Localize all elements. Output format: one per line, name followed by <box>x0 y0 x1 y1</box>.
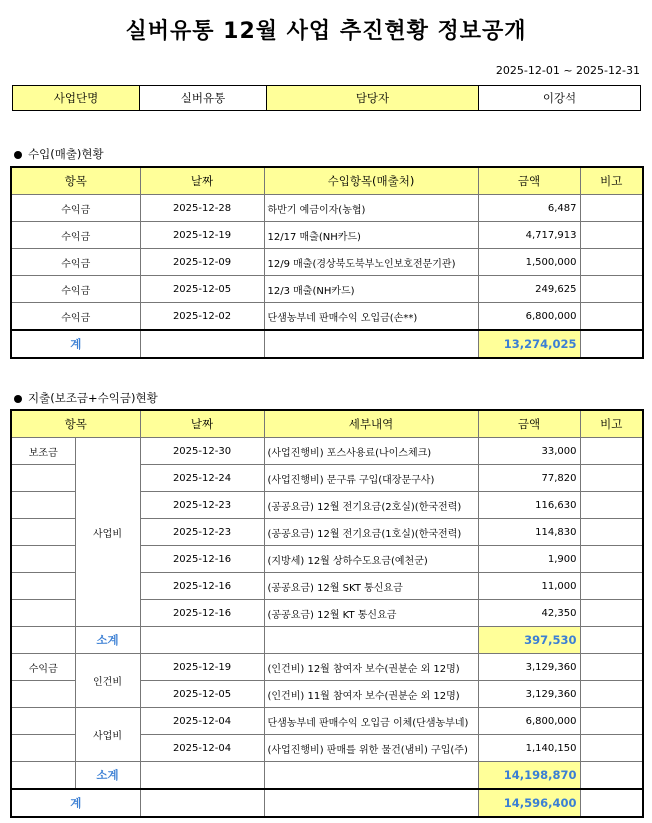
expense-total-row <box>11 789 643 817</box>
row-date: 2025-12-23 <box>140 519 264 546</box>
row-date: 2025-12-16 <box>140 546 264 573</box>
row-amount: 1,500,000 <box>478 249 580 276</box>
manager-value: 이강석 <box>479 86 641 111</box>
subtotal-row <box>11 762 643 790</box>
table-row <box>11 438 643 465</box>
income-total-row <box>11 330 643 358</box>
row-date: 2025-12-04 <box>140 708 264 735</box>
row-desc: (인건비) 11월 참여자 보수(권분순 외 12명) <box>264 681 478 708</box>
expense-total-value: 14,596,400 <box>478 789 580 817</box>
row-note <box>580 276 643 303</box>
row-date: 2025-12-09 <box>140 249 264 276</box>
row-amount: 3,129,360 <box>478 681 580 708</box>
subtotal-label: 소계 <box>75 627 140 654</box>
subtotal-value: 14,198,870 <box>478 762 580 790</box>
group-revenue-sub-labor: 인건비 <box>75 654 140 708</box>
row-amount: 42,350 <box>478 600 580 627</box>
row-date: 2025-12-28 <box>140 195 264 222</box>
table-row <box>11 303 643 331</box>
manager-label: 담당자 <box>267 86 479 111</box>
project-name-value: 실버유통 <box>140 86 267 111</box>
bullet-icon <box>14 395 22 403</box>
row-item: 수익금 <box>11 276 140 303</box>
income-header-desc: 수입항목(매출처) <box>264 167 478 195</box>
row-date: 2025-12-05 <box>140 681 264 708</box>
income-section-heading <box>14 146 104 162</box>
row-date: 2025-12-04 <box>140 735 264 762</box>
row-desc: (공공요금) 12월 KT 통신요금 <box>264 600 478 627</box>
income-section-title: 수입(매출)현황 <box>28 147 104 161</box>
project-info-table <box>12 85 641 111</box>
row-date: 2025-12-23 <box>140 492 264 519</box>
income-table <box>10 166 644 359</box>
row-desc: (사업진행비) 판매를 위한 물건(냄비) 구입(주) <box>264 735 478 762</box>
row-note <box>580 222 643 249</box>
row-amount: 3,129,360 <box>478 654 580 681</box>
bullet-icon <box>14 151 22 159</box>
table-row <box>11 249 643 276</box>
expense-header-note: 비고 <box>580 410 643 438</box>
subtotal-label: 소계 <box>75 762 140 790</box>
row-desc: 하반기 예금이자(농협) <box>264 195 478 222</box>
row-desc: 단샘농부네 판매수익 오입금(손**) <box>264 303 478 331</box>
expense-total-label: 계 <box>11 789 140 817</box>
subtotal-row <box>11 627 643 654</box>
expense-header-item: 항목 <box>11 410 140 438</box>
income-header-note: 비고 <box>580 167 643 195</box>
row-desc: 12/3 매출(NH카드) <box>264 276 478 303</box>
project-name-label: 사업단명 <box>13 86 140 111</box>
expense-section-title: 지출(보조금+수익금)현황 <box>28 391 158 405</box>
row-amount: 6,487 <box>478 195 580 222</box>
row-date: 2025-12-19 <box>140 222 264 249</box>
expense-section-heading <box>14 390 158 406</box>
row-desc: (공공요금) 12월 전기요금(2호실)(한국전력) <box>264 492 478 519</box>
row-amount: 77,820 <box>478 465 580 492</box>
row-item: 수익금 <box>11 195 140 222</box>
row-item: 수익금 <box>11 249 140 276</box>
row-desc: (공공요금) 12월 SKT 통신요금 <box>264 573 478 600</box>
income-header-amount: 금액 <box>478 167 580 195</box>
row-desc: 단샘농부네 판매수익 오입금 이체(단샘농부네) <box>264 708 478 735</box>
row-amount: 1,900 <box>478 546 580 573</box>
row-desc: (사업진행비) 포스사용료(나이스체크) <box>264 438 478 465</box>
table-row <box>11 222 643 249</box>
group-subsidy-sub: 사업비 <box>75 438 140 627</box>
table-row <box>11 654 643 681</box>
expense-header-desc: 세부내역 <box>264 410 478 438</box>
row-amount: 6,800,000 <box>478 303 580 331</box>
expense-header-amount: 금액 <box>478 410 580 438</box>
income-total-label: 계 <box>11 330 140 358</box>
row-date: 2025-12-24 <box>140 465 264 492</box>
page-title: 실버유통 12월 사업 추진현황 정보공개 <box>125 19 527 44</box>
group-revenue-sub-project: 사업비 <box>75 708 140 762</box>
row-amount: 6,800,000 <box>478 708 580 735</box>
row-amount: 116,630 <box>478 492 580 519</box>
group-revenue-label: 수익금 <box>11 654 75 681</box>
table-row <box>11 195 643 222</box>
row-item: 수익금 <box>11 222 140 249</box>
row-item: 수익금 <box>11 303 140 331</box>
row-date: 2025-12-05 <box>140 276 264 303</box>
table-row <box>11 276 643 303</box>
row-amount: 1,140,150 <box>478 735 580 762</box>
row-amount: 33,000 <box>478 438 580 465</box>
expense-table <box>10 409 644 818</box>
row-date: 2025-12-16 <box>140 573 264 600</box>
row-desc: (인건비) 12월 참여자 보수(권분순 외 12명) <box>264 654 478 681</box>
row-date: 2025-12-02 <box>140 303 264 331</box>
report-period: 2025-12-01 ~ 2025-12-31 <box>495 64 640 77</box>
group-subsidy-label: 보조금 <box>11 438 75 465</box>
row-note <box>580 249 643 276</box>
row-desc: 12/9 매출(경상북도북부노인보호전문기관) <box>264 249 478 276</box>
row-amount: 114,830 <box>478 519 580 546</box>
row-note <box>580 303 643 331</box>
income-total-value: 13,274,025 <box>478 330 580 358</box>
row-amount: 4,717,913 <box>478 222 580 249</box>
row-date: 2025-12-19 <box>140 654 264 681</box>
row-desc: (지방세) 12월 상하수도요금(예천군) <box>264 546 478 573</box>
income-header-date: 날짜 <box>140 167 264 195</box>
subtotal-value: 397,530 <box>478 627 580 654</box>
row-date: 2025-12-30 <box>140 438 264 465</box>
row-amount: 249,625 <box>478 276 580 303</box>
row-desc: (사업진행비) 문구류 구입(대장문구사) <box>264 465 478 492</box>
expense-header-date: 날짜 <box>140 410 264 438</box>
row-desc: 12/17 매출(NH카드) <box>264 222 478 249</box>
row-desc: (공공요금) 12월 전기요금(1호실)(한국전력) <box>264 519 478 546</box>
table-row <box>11 708 643 735</box>
income-header-item: 항목 <box>11 167 140 195</box>
row-date: 2025-12-16 <box>140 600 264 627</box>
row-note <box>580 195 643 222</box>
row-amount: 11,000 <box>478 573 580 600</box>
